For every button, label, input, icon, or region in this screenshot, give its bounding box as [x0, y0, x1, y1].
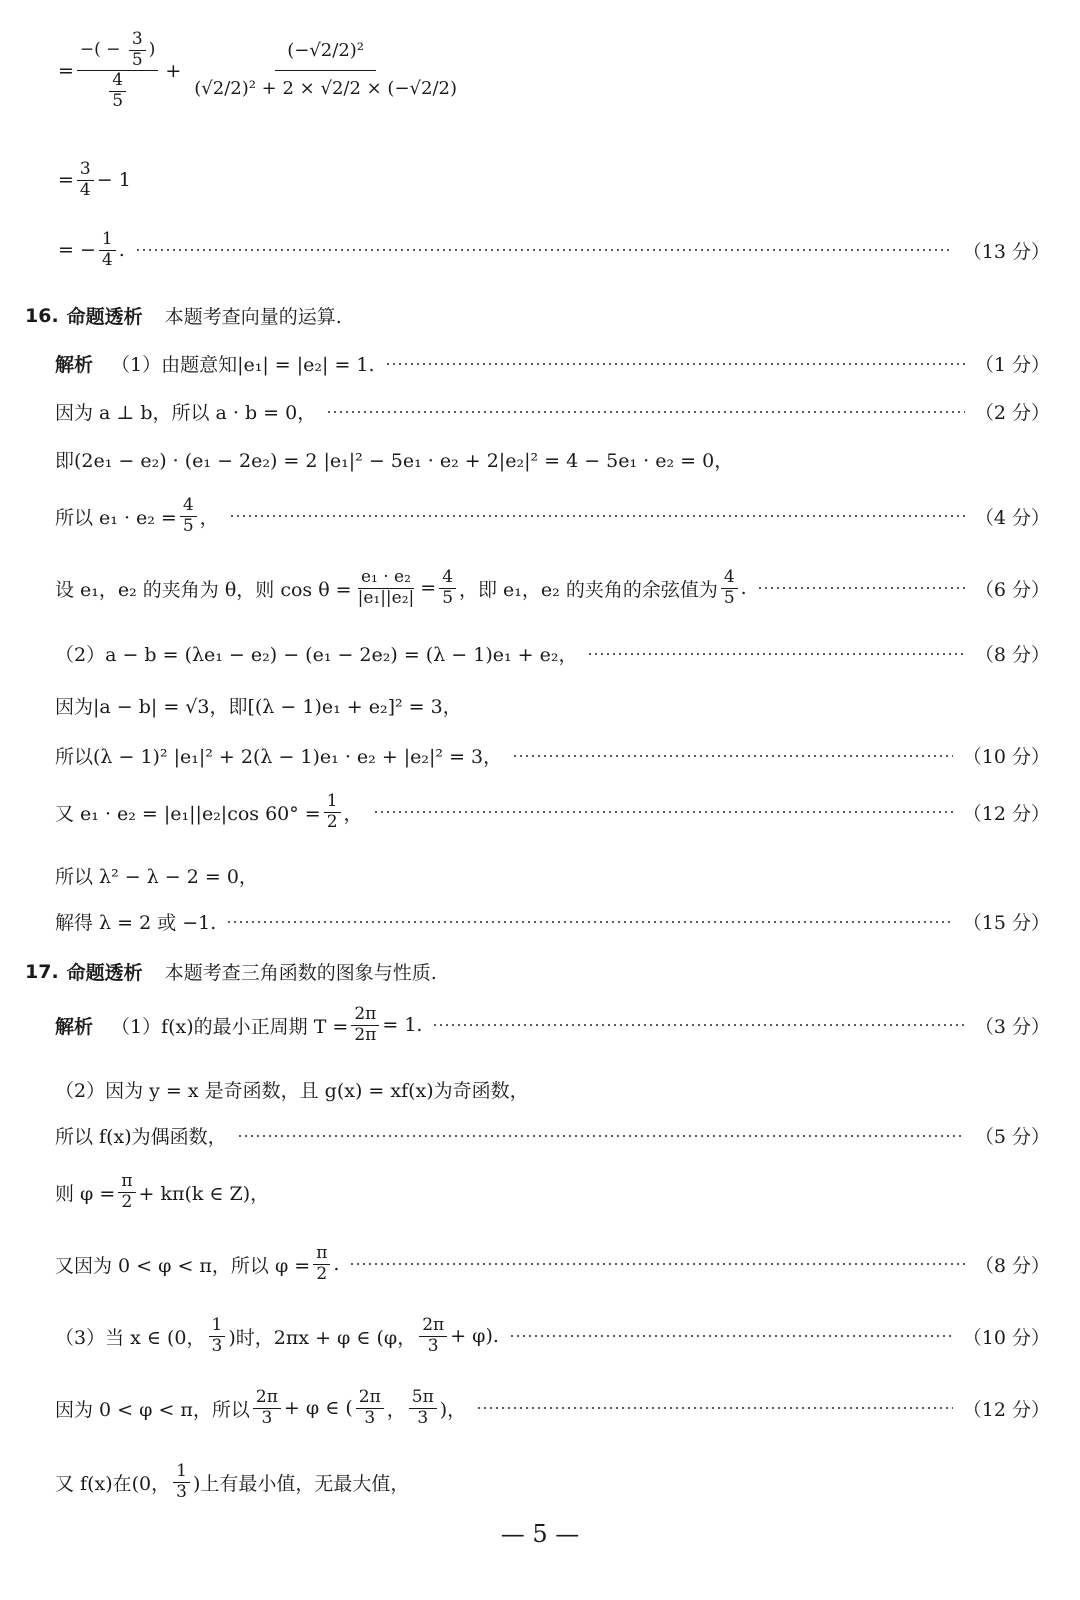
equals-sign: =	[420, 577, 437, 600]
dot-leader	[349, 1263, 964, 1265]
fraction	[419, 1316, 447, 1356]
numerator: e₁ · e₂	[358, 568, 414, 589]
score-label: （10 分）	[962, 1326, 1050, 1349]
inner-numerator: 3	[129, 30, 146, 51]
question-number: 16.	[25, 304, 59, 327]
q16-line-2	[55, 398, 1050, 425]
denominator: 5	[723, 587, 735, 608]
denominator: 3	[427, 1335, 439, 1356]
text: 因为|a − b| = √3，即[(λ − 1)e₁ + e₂]² = 3，	[55, 696, 462, 718]
text: ，	[343, 802, 363, 825]
numerator: 4	[439, 568, 456, 589]
denominator: 3	[211, 1335, 223, 1356]
text: )，	[439, 1398, 467, 1421]
text: （1）由题意知|e₁| = |e₂| = 1.	[111, 354, 375, 376]
dot-leader	[373, 811, 953, 813]
score-label: （12 分）	[962, 802, 1050, 825]
numerator: 2π	[419, 1316, 447, 1337]
denominator: 2	[326, 811, 338, 832]
fraction-1	[77, 30, 158, 111]
q17-line-2	[55, 1076, 529, 1103]
denominator: 4	[101, 249, 113, 270]
text: = 1.	[382, 1014, 423, 1037]
text: 所以(λ − 1)² |e₁|² + 2(λ − 1)e₁ · e₂ + |e₂|² = 3，	[55, 746, 503, 768]
fraction	[355, 568, 418, 608]
numerator: π	[313, 1244, 330, 1265]
equals-sign: =	[58, 59, 74, 82]
text: ，即 e₁，e₂ 的夹角的余弦值为	[459, 578, 718, 601]
plus-sign: +	[165, 59, 182, 82]
text: + φ ∈ (	[283, 1397, 353, 1420]
denominator-numerator: 4	[109, 71, 126, 92]
numerator: 1	[324, 792, 341, 813]
calc-line-1	[58, 30, 466, 111]
numerator: 4	[721, 568, 738, 589]
denominator: 3	[261, 1407, 273, 1428]
text: .	[118, 239, 125, 262]
denominator: 2	[121, 1191, 133, 1212]
denominator: 2	[316, 1263, 328, 1284]
denominator: |e₁||e₂|	[357, 587, 415, 608]
dot-leader	[229, 515, 965, 517]
score-label: （4 分）	[974, 506, 1050, 529]
text: （2）a − b = (λe₁ − e₂) − (e₁ − 2e₂) = (λ − 1)e₁ + e₂，	[55, 644, 578, 666]
dot-leader	[476, 1407, 953, 1409]
text: 因为 0 < φ < π，所以	[55, 1398, 250, 1421]
heading-label: 命题透析	[66, 962, 143, 984]
dot-leader	[509, 1335, 953, 1337]
q16-line-5	[55, 568, 1050, 608]
calc-line-2	[58, 160, 131, 200]
score-label: （1 分）	[974, 354, 1050, 376]
page-number: — 5 —	[500, 1520, 580, 1548]
fraction-2-numerator: (−√2/2)²	[275, 33, 376, 71]
denominator-denominator: 5	[112, 90, 124, 111]
text: 因为 a ⊥ b，所以 a · b = 0，	[55, 402, 317, 424]
score-label: （10 分）	[962, 746, 1050, 768]
q17-line-3	[55, 1122, 1050, 1149]
numerator: 2π	[253, 1388, 281, 1409]
analysis-label: 解析	[55, 1015, 94, 1038]
analysis-label: 解析	[55, 354, 94, 376]
q17-line-7	[55, 1388, 1050, 1428]
denominator-fraction	[109, 71, 126, 111]
text: （3）当 x ∈ (0，	[55, 1326, 206, 1349]
text: （1）f(x)的最小正周期 T =	[111, 1015, 349, 1038]
fraction-2-denominator: (√2/2)² + 2 × √2/2 × (−√2/2)	[194, 78, 457, 100]
q17-line-8	[55, 1462, 409, 1502]
dot-leader	[237, 1135, 965, 1137]
text: − 1	[96, 169, 131, 192]
fraction	[209, 1316, 226, 1356]
fraction	[721, 568, 738, 608]
score-label: （2 分）	[974, 402, 1050, 424]
fraction	[180, 496, 197, 536]
score-label: （5 分）	[974, 1126, 1050, 1148]
fraction	[118, 1172, 135, 1212]
fraction	[313, 1244, 330, 1284]
numerator: 1	[173, 1462, 190, 1483]
fraction	[409, 1388, 437, 1428]
denominator: 3	[417, 1407, 429, 1428]
denominator: 3	[364, 1407, 376, 1428]
score-label: （8 分）	[974, 644, 1050, 666]
text: （2）因为 y = x 是奇函数，且 g(x) = xf(x)为奇函数，	[55, 1080, 529, 1102]
text: ，	[199, 506, 219, 529]
q16-line-1	[55, 350, 1050, 377]
dot-leader	[512, 755, 953, 757]
fraction	[351, 1005, 379, 1045]
dot-leader	[326, 411, 965, 413]
question-number: 17.	[25, 960, 59, 983]
score-label: （12 分）	[962, 1398, 1050, 1421]
minus-sign: −	[79, 39, 95, 60]
dot-leader	[587, 653, 964, 655]
text: + kπ(k ∈ Z)，	[138, 1182, 270, 1205]
text: 所以 f(x)为偶函数，	[55, 1126, 227, 1148]
text: 又因为 0 < φ < π，所以 φ =	[55, 1254, 311, 1277]
score-label: （3 分）	[974, 1015, 1050, 1038]
q17-line-1	[55, 1005, 1050, 1045]
score-label: （8 分）	[974, 1254, 1050, 1277]
minus-sign: −	[106, 39, 121, 60]
text: 即(2e₁ − e₂) · (e₁ − 2e₂) = 2 |e₁|² − 5e₁ · e₂ + 2|e₂|² = 4 − 5e₁ · e₂ = 0，	[55, 450, 734, 472]
text: 则 φ =	[55, 1182, 116, 1205]
numerator: π	[118, 1172, 135, 1193]
denominator: 5	[442, 587, 454, 608]
fraction	[253, 1388, 281, 1428]
dot-leader	[432, 1024, 964, 1026]
heading-label: 命题透析	[66, 306, 143, 328]
numerator: 2π	[356, 1388, 384, 1409]
q17-line-5	[55, 1244, 1050, 1284]
score-label: （6 分）	[974, 578, 1050, 601]
text: ，	[386, 1398, 406, 1421]
text: = −	[58, 239, 96, 262]
text: 设 e₁，e₂ 的夹角为 θ，则 cos θ =	[55, 578, 352, 601]
q16-line-6	[55, 640, 1050, 667]
q17-line-6	[55, 1316, 1050, 1356]
numerator: 3	[77, 160, 94, 181]
fraction	[324, 792, 341, 832]
text: 又 f(x)在(0，	[55, 1472, 171, 1495]
numerator: 2π	[351, 1005, 379, 1026]
inner-denominator: 5	[131, 49, 143, 70]
heading-text: 本题考查三角函数的图象与性质.	[164, 962, 437, 984]
fraction	[173, 1462, 190, 1502]
fraction-1-denominator	[103, 71, 132, 111]
text: .	[333, 1253, 340, 1276]
text: 解得 λ = 2 或 −1.	[55, 912, 217, 934]
numerator: 1	[99, 230, 116, 251]
denominator: 5	[182, 515, 194, 536]
denominator: 4	[79, 179, 91, 200]
q16-line-3	[55, 446, 733, 473]
q17-heading	[25, 958, 437, 985]
dot-leader	[757, 587, 965, 589]
text: )上有最小值，无最大值，	[192, 1472, 410, 1495]
calc-line-3	[58, 230, 1050, 270]
score-label: （15 分）	[962, 912, 1050, 934]
dot-leader	[226, 921, 952, 923]
heading-text: 本题考查向量的运算.	[164, 306, 342, 328]
q16-line-8	[55, 742, 1050, 769]
denominator: 3	[176, 1481, 187, 1502]
text: .	[740, 577, 747, 600]
fraction	[356, 1388, 384, 1428]
numerator: 1	[209, 1316, 226, 1337]
dot-leader	[385, 363, 965, 365]
q16-line-9	[55, 792, 1050, 832]
q16-line-7	[55, 692, 462, 719]
text: 所以 λ² − λ − 2 = 0，	[55, 866, 258, 888]
fraction	[77, 160, 94, 200]
fraction	[99, 230, 116, 270]
numerator: 4	[180, 496, 197, 517]
q17-line-4	[55, 1172, 269, 1212]
denominator: 2π	[354, 1024, 377, 1045]
text: 又 e₁ · e₂ = |e₁||e₂|cos 60° =	[55, 802, 321, 825]
fraction-1-numerator: −( − $\frac{3}{5}$ )	[77, 30, 158, 71]
q16-line-11	[55, 908, 1050, 935]
dot-leader	[135, 249, 953, 251]
q16-line-10	[55, 862, 258, 889]
fraction	[439, 568, 456, 608]
fraction-2	[188, 33, 463, 107]
q16-line-4	[55, 496, 1050, 536]
text: + φ).	[450, 1325, 499, 1348]
q16-heading	[25, 302, 342, 329]
score-label: （13 分）	[962, 240, 1050, 263]
text: )时，2πx + φ ∈ (φ，	[228, 1326, 417, 1349]
equals-sign: =	[58, 169, 74, 192]
text: 所以 e₁ · e₂ =	[55, 506, 177, 529]
numerator: 5π	[409, 1388, 437, 1409]
inner-fraction	[129, 30, 146, 70]
